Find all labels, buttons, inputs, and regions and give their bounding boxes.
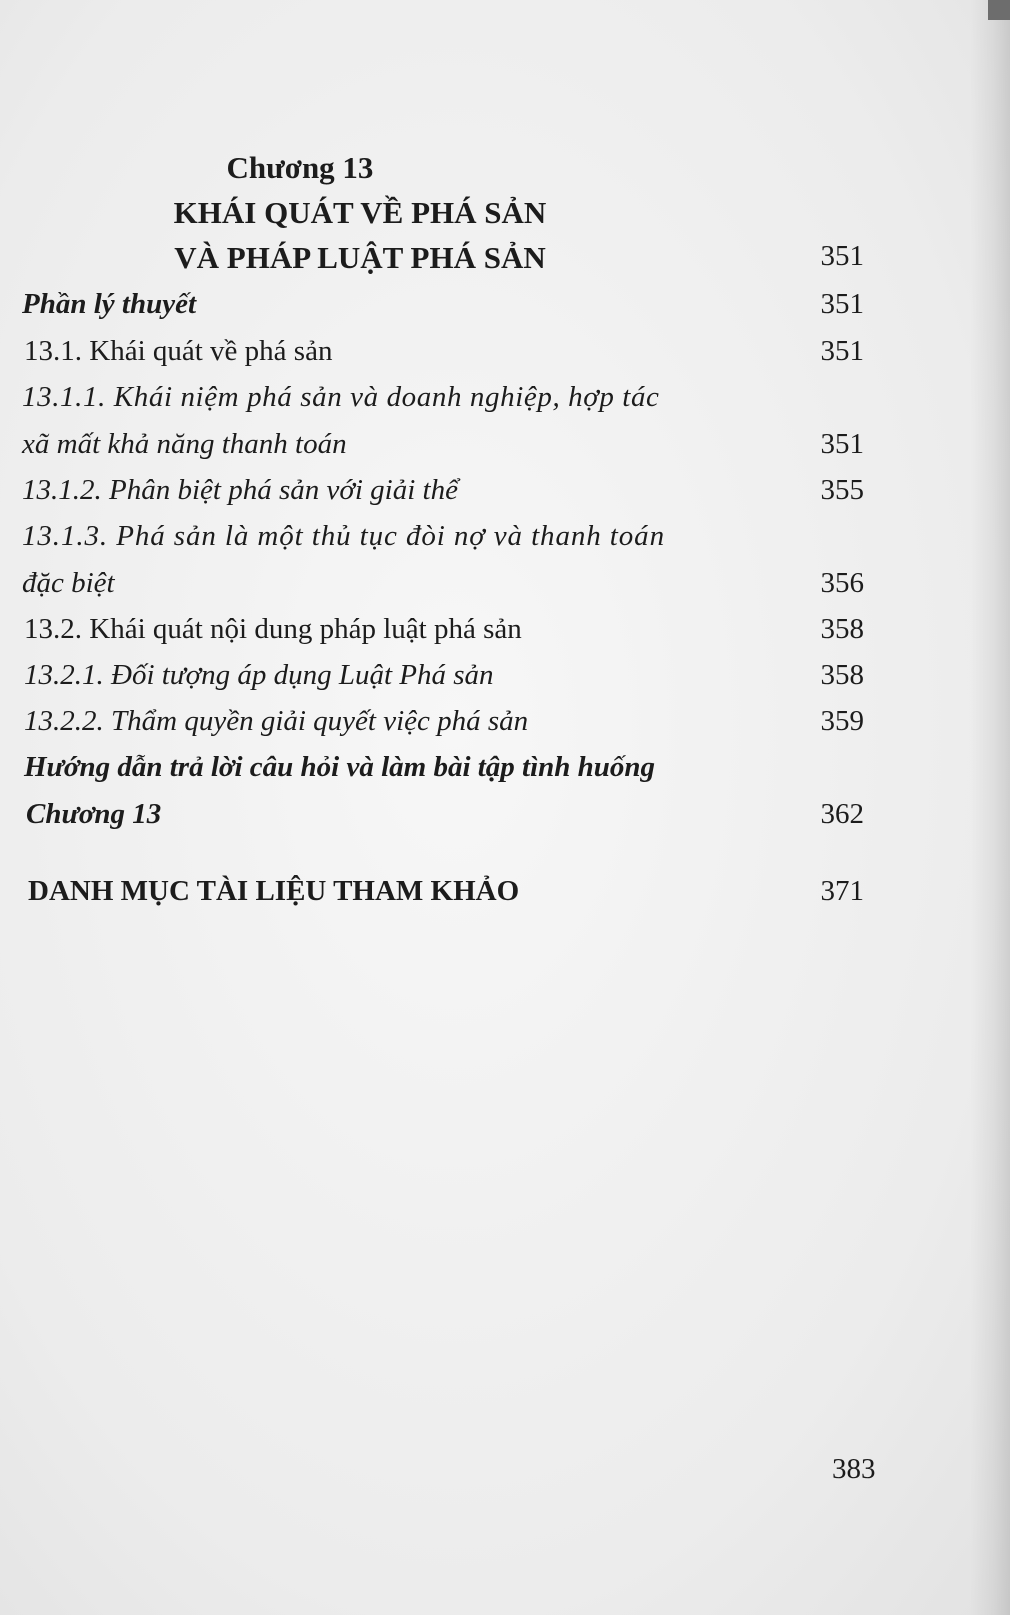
chapter-label: Chương 13 — [226, 150, 374, 185]
chapter-title-line2: VÀ PHÁP LUẬT PHÁ SẢN — [174, 240, 546, 275]
toc-entry-13-2-1: 13.2.1. Đối tượng áp dụng Luật Phá sản — [24, 659, 494, 691]
toc-entry-phan-ly-thuyet: Phần lý thuyết — [22, 288, 197, 320]
page-edge-shadow — [970, 0, 1010, 1615]
toc-page: 371 — [820, 875, 864, 907]
corner-mark — [988, 0, 1010, 20]
chapter-page: 351 — [820, 240, 864, 272]
toc-page: 351 — [820, 428, 864, 460]
toc-page: 355 — [820, 474, 864, 506]
toc-entry-13-1-3-line1: 13.1.3. Phá sản là một thủ tục đòi nợ và thanh toán — [22, 520, 665, 552]
toc-entry-13-1-1-line2: xã mất khả năng thanh toán — [22, 428, 347, 460]
toc-page: 359 — [820, 705, 864, 737]
toc-page: 351 — [820, 335, 864, 367]
toc-entry-13-1: 13.1. Khái quát về phá sản — [24, 335, 333, 367]
toc-page: 351 — [820, 288, 864, 320]
toc-entry-13-1-3-line2: đặc biệt — [22, 567, 115, 599]
toc-entry-huong-dan-line1: Hướng dẫn trả lời câu hỏi và làm bài tập tình huống — [24, 751, 656, 783]
toc-page: 358 — [820, 613, 864, 645]
toc-entry-13-2-2: 13.2.2. Thẩm quyền giải quyết việc phá sản — [24, 705, 529, 737]
toc-entry-13-1-2: 13.1.2. Phân biệt phá sản với giải thể — [22, 474, 458, 506]
toc-page: 356 — [820, 567, 864, 599]
toc-entry-13-2: 13.2. Khái quát nội dung pháp luật phá sản — [24, 613, 522, 645]
toc-entry-13-1-1-line1: 13.1.1. Khái niệm phá sản và doanh nghiệp, hợp tác — [22, 381, 660, 413]
chapter-title-line1: KHÁI QUÁT VỀ PHÁ SẢN — [173, 195, 547, 230]
toc-entry-danh-muc: DANH MỤC TÀI LIỆU THAM KHẢO — [28, 875, 520, 907]
page-number: 383 — [832, 1453, 876, 1485]
toc-page: 358 — [820, 659, 864, 691]
toc-entry-huong-dan-line2: Chương 13 — [26, 798, 162, 830]
toc-page: 362 — [820, 798, 864, 830]
